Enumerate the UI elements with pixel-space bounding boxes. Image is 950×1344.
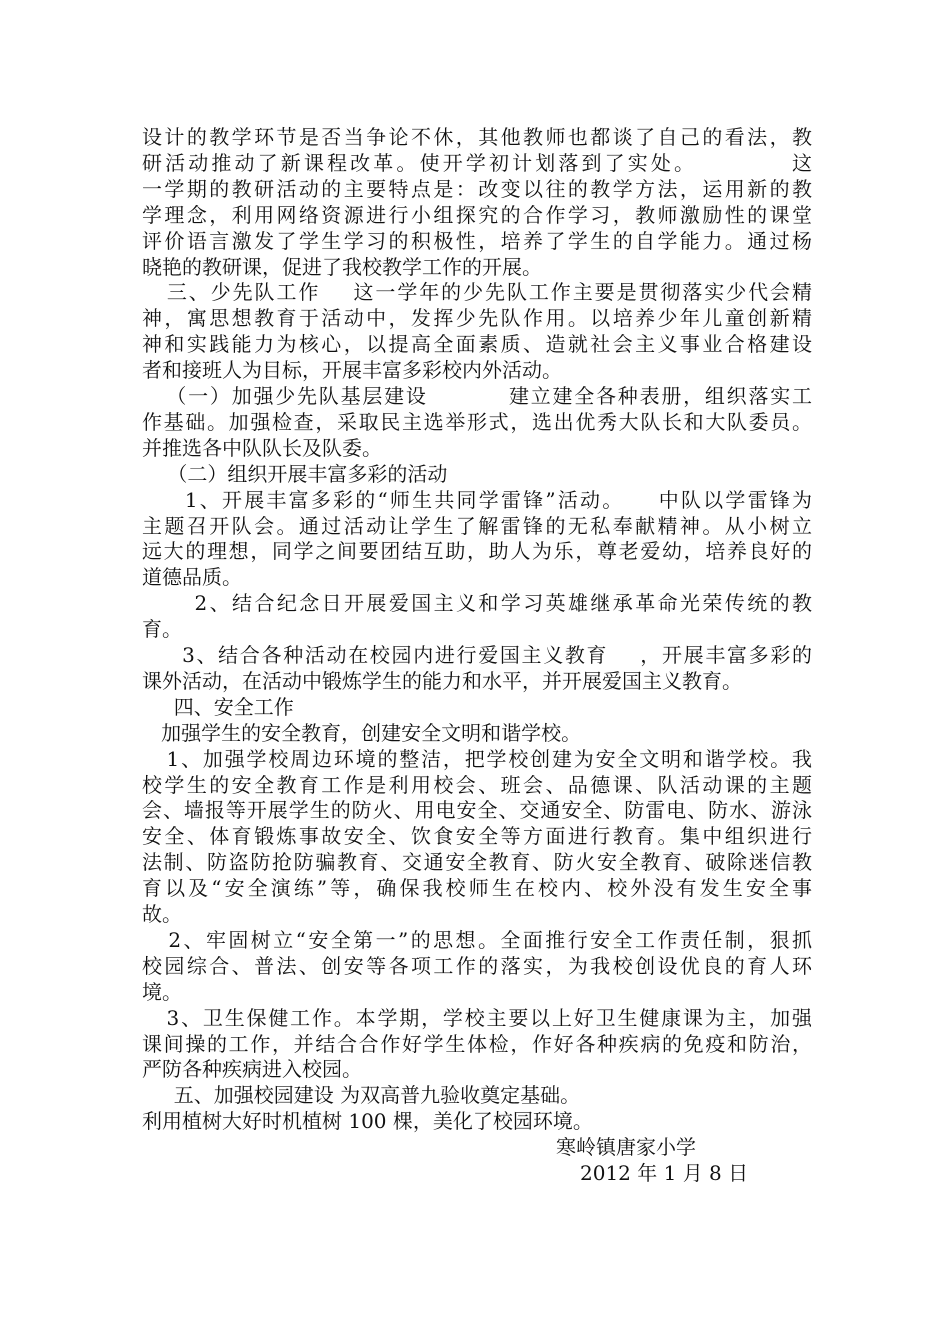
text-line: 校园综合、普法、创安等各项工作的落实，为我校创设优良的育人环 xyxy=(142,953,812,978)
signature-school: 寒岭镇唐家小学 xyxy=(556,1135,696,1160)
text-line: 神和实践能力为核心，以提高全面素质、造就社会主义事业合格建设 xyxy=(142,332,812,357)
text-line: 3、结合各种活动在校园内进行爱国主义教育 ，开展丰富多彩的 xyxy=(142,643,812,667)
text-line: 课外活动，在活动中锻炼学生的能力和水平，并开展爱国主义教育。 xyxy=(142,668,742,693)
text-line: （一）加强少先队基层建设 建立建全各种表册，组织落实工 xyxy=(142,384,812,408)
text-line: （二）组织开展丰富多彩的活动 xyxy=(142,461,448,486)
text-line: 1、加强学校周边环境的整洁，把学校创建为安全文明和谐学校。我 xyxy=(142,746,812,771)
text-line: 严防各种疾病进入校园。 xyxy=(142,1057,362,1082)
text-line: 道德品质。 xyxy=(142,565,242,590)
text-line: 课间操的工作，并结合合作好学生体检，作好各种疾病的免疫和防治， xyxy=(142,1031,812,1056)
text-line: 会、墙报等开展学生的防火、用电安全、交通安全、防雷电、防水、游泳 xyxy=(142,798,812,823)
text-line: 神，寓思想教育于活动中，发挥少先队作用。以培养少年儿童创新精 xyxy=(142,306,812,331)
text-line: 法制、防盗防抢防骗教育、交通安全教育、防火安全教育、破除迷信教 xyxy=(142,850,812,875)
text-line: 学理念，利用网络资源进行小组探究的合作学习，教师激励性的课堂 xyxy=(142,202,812,227)
text-line: 育以及“安全演练”等，确保我校师生在校内、校外没有发生安全事 xyxy=(142,876,812,901)
text-line: 主题召开队会。通过活动让学生了解雷锋的无私奉献精神。从小树立 xyxy=(142,513,812,538)
text-line: 校学生的安全教育工作是利用校会、班会、品德课、队活动课的主题 xyxy=(142,772,812,797)
text-line: 晓艳的教研课，促进了我校教学工作的开展。 xyxy=(142,254,542,279)
text-line: 者和接班人为目标，开展丰富多彩校内外活动。 xyxy=(142,358,562,383)
text-line: 评价语言激发了学生学习的积极性，培养了学生的自学能力。通过杨 xyxy=(142,228,812,253)
text-line: 作基础。加强检查，采取民主选举形式，选出优秀大队长和大队委员。 xyxy=(142,409,812,434)
text-line: 利用植树大好时机植树 100 棵，美化了校园环境。 xyxy=(142,1109,593,1134)
text-line: 3、卫生保健工作。本学期，学校主要以上好卫生健康课为主，加强 xyxy=(142,1005,812,1030)
text-line: 四、安全工作 xyxy=(142,694,294,719)
text-line: 2、结合纪念日开展爱国主义和学习英雄继承革命光荣传统的教 xyxy=(142,591,812,616)
text-line: 研活动推动了新课程改革。使开学初计划落到了实处。 这 xyxy=(142,150,812,175)
text-line: 境。 xyxy=(142,979,182,1004)
text-line: 三、少先队工作 这一学年的少先队工作主要是贯彻落实少代会精 xyxy=(142,280,812,305)
text-line: 设计的教学环节是否当争论不休，其他教师也都谈了自己的看法，教 xyxy=(142,125,812,149)
text-line: 远大的理想，同学之间要团结互助，助人为乐，尊老爱幼，培养良好的 xyxy=(142,539,812,564)
text-line: 安全、体育锻炼事故安全、饮食安全等方面进行教育。集中组织进行 xyxy=(142,824,812,849)
text-line: 一学期的教研活动的主要特点是：改变以往的教学方法，运用新的教 xyxy=(142,176,812,201)
text-line: 五、加强校园建设 为双高普九验收奠定基础。 xyxy=(142,1083,581,1108)
text-line: 并推选各中队队长及队委。 xyxy=(142,435,382,460)
text-line: 育。 xyxy=(142,617,182,642)
text-line: 1、开展丰富多彩的“师生共同学雷锋”活动。 中队以学雷锋为 xyxy=(142,487,812,512)
text-line: 2、牢固树立“安全第一”的思想。全面推行安全工作责任制，狠抓 xyxy=(142,927,812,952)
text-line: 故。 xyxy=(142,902,182,926)
text-line: 加强学生的安全教育，创建安全文明和谐学校。 xyxy=(142,720,582,745)
signature-date: 2012 年 1 月 8 日 xyxy=(580,1161,749,1185)
